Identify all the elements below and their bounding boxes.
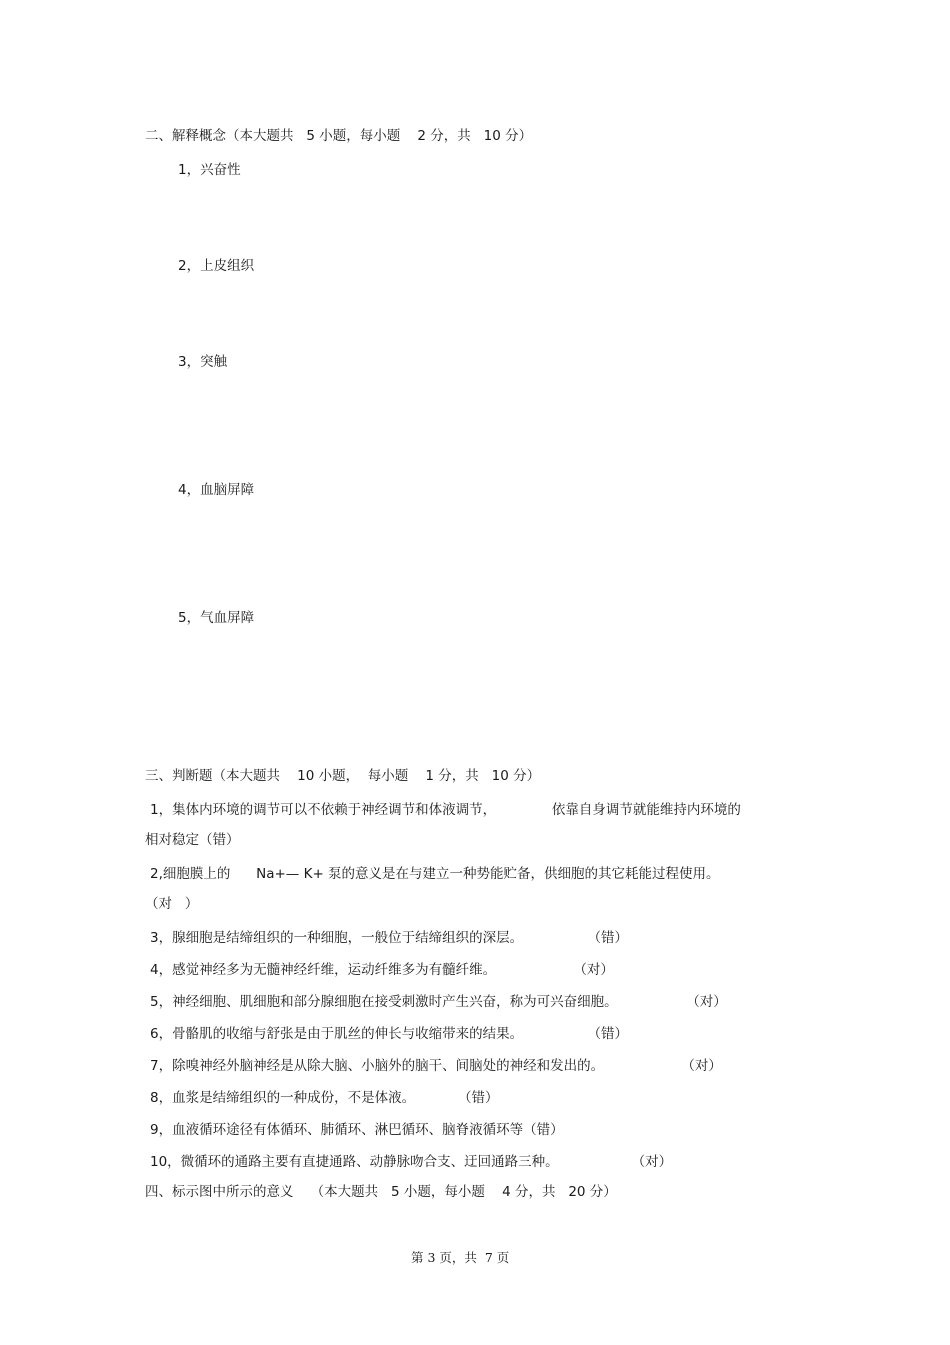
judgment-q10: 10，微循环的通路主要有直捷通路、动静脉吻合支、迂回通路三种。 （对）	[150, 1154, 673, 1170]
concept-item-4: 4，血脑屏障	[178, 482, 255, 498]
judgment-q9: 9，血液循环途径有体循环、肺循环、淋巴循环、脑脊液循环等（错）	[150, 1122, 564, 1138]
judgment-q3: 3，腺细胞是结缔组织的一种细胞，一般位于结缔组织的深层。 （错）	[150, 930, 628, 946]
section4-heading: 四、标示图中所示的意义 （本大题共 5 小题，每小题 4 分，共 20 分）	[145, 1184, 617, 1200]
section3-heading: 三、判断题（本大题共 10 小题， 每小题 1 分，共 10 分）	[145, 768, 541, 784]
concept-item-3: 3，突触	[178, 354, 228, 370]
judgment-q5: 5，神经细胞、肌细胞和部分腺细胞在接受刺激时产生兴奋，称为可兴奋细胞。 （对）	[150, 994, 727, 1010]
judgment-q4: 4，感觉神经多为无髓神经纤维，运动纤维多为有髓纤维。 （对）	[150, 962, 614, 978]
judgment-q6: 6，骨骼肌的收缩与舒张是由于肌丝的伸长与收缩带来的结果。 （错）	[150, 1026, 628, 1042]
judgment-q1-line1: 1，集体内环境的调节可以不依赖于神经调节和体液调节， 依靠自身调节就能维持内环境的	[150, 802, 741, 818]
judgment-q1-line2: 相对稳定（错）	[145, 832, 240, 848]
judgment-q2-line2: （对 ）	[145, 896, 199, 912]
section2-heading: 二、解释概念（本大题共 5 小题，每小题 2 分，共 10 分）	[145, 128, 533, 144]
judgment-q8: 8，血浆是结缔组织的一种成份，不是体液。 （错）	[150, 1090, 499, 1106]
concept-item-2: 2，上皮组织	[178, 258, 255, 274]
concept-item-1: 1，兴奋性	[178, 162, 241, 178]
judgment-q2-line1: 2,细胞膜上的 Na+— K+ 泵的意义是在与建立一种势能贮备，供细胞的其它耗能过程使用。	[150, 866, 720, 882]
page-number-footer: 第 3 页，共 7 页	[411, 1250, 510, 1265]
judgment-q7: 7，除嗅神经外脑神经是从除大脑、小脑外的脑干、间脑处的神经和发出的。 （对）	[150, 1058, 722, 1074]
concept-item-5: 5，气血屏障	[178, 610, 255, 626]
